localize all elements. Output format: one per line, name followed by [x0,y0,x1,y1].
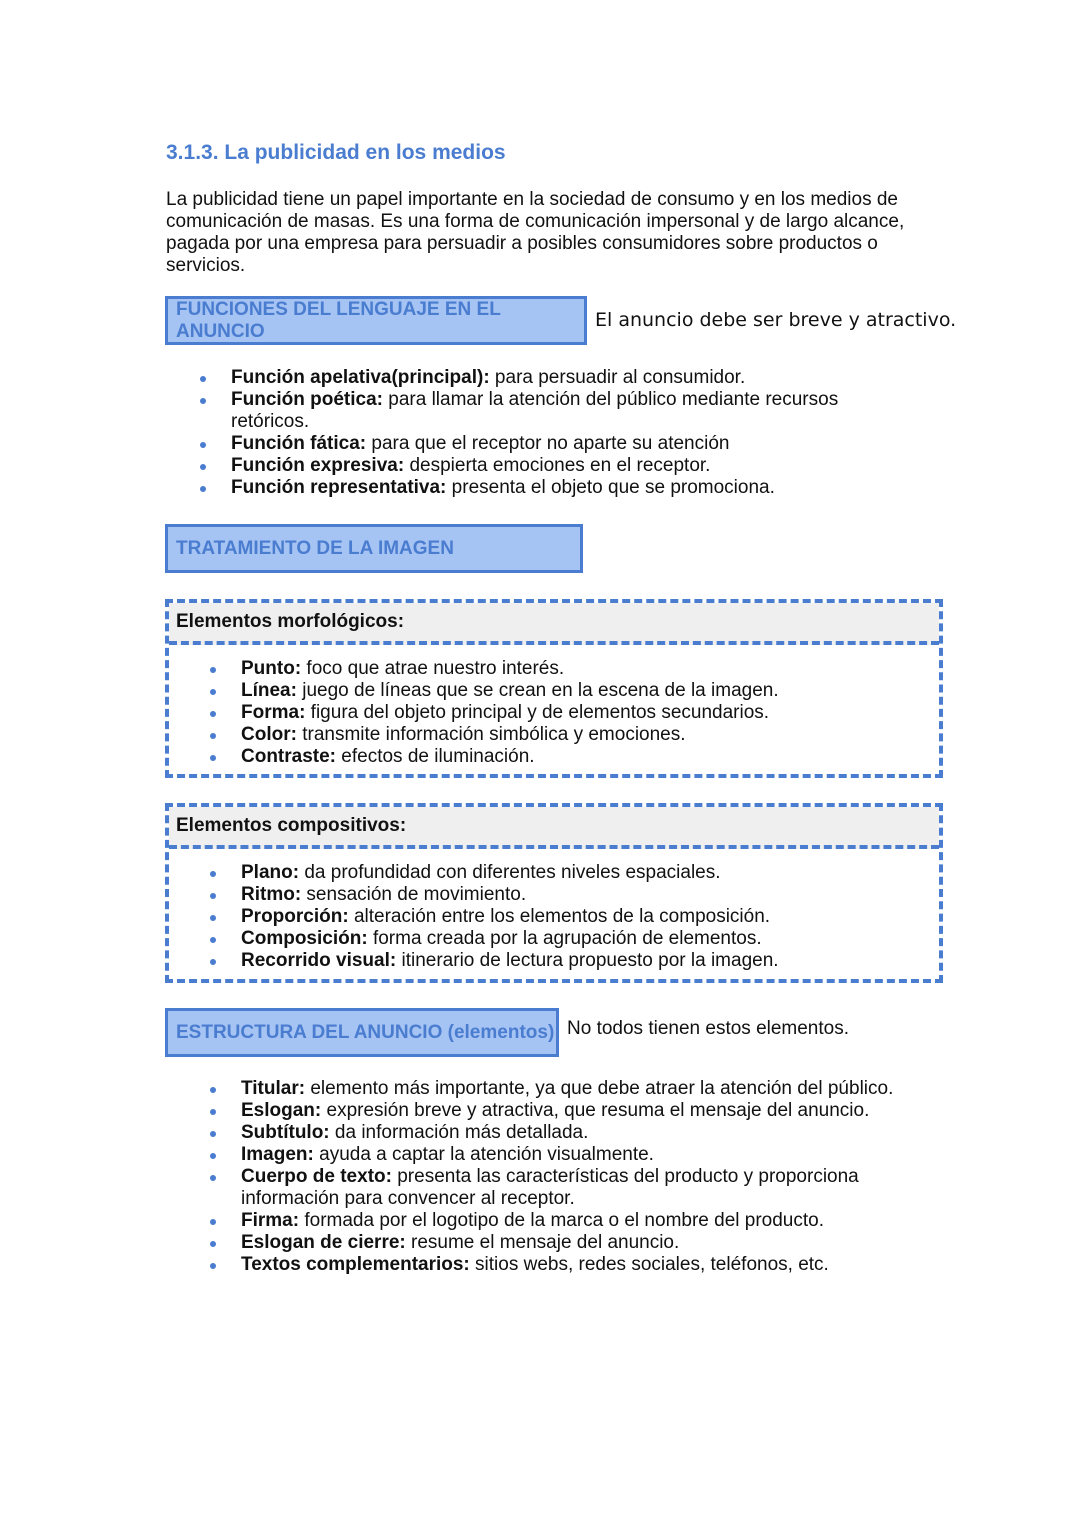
morfologicos-box [165,599,943,778]
estructura-heading: ESTRUCTURA DEL ANUNCIO (elementos) [176,1021,555,1043]
list-item: Titular: elemento más importante, ya que debe atraer la atención del público. [241,1078,931,1100]
compositivos-box [165,803,943,983]
funciones-heading-box [165,296,587,345]
bullet-icon [210,1153,216,1159]
list-item: Punto: foco que atrae nuestro interés. [241,658,931,680]
list-item: Plano: da profundidad con diferentes niveles espaciales. [241,862,931,884]
list-item: Línea: juego de líneas que se crean en la escena de la imagen. [241,680,931,702]
bullet-icon [210,893,216,899]
list-item: Función fática: para que el receptor no aparte su atención [231,433,911,455]
list-item: Función poética: para llamar la atención del público mediante recursos retóricos. [231,389,911,433]
bullet-icon [210,733,216,739]
list-item: Cuerpo de texto: presenta las características del producto y proporciona información para convencer al receptor. [241,1166,931,1210]
bullet-icon [210,1131,216,1137]
imagen-heading: TRATAMIENTO DE LA IMAGEN [176,537,454,559]
estructura-note: No todos tienen estos elementos. [567,1018,850,1039]
bullet-icon [210,915,216,921]
funciones-note: El anuncio debe ser breve y atractivo. [595,309,957,331]
list-item: Eslogan de cierre: resume el mensaje del anuncio. [241,1232,931,1254]
list-item: Función apelativa(principal): para persuadir al consumidor. [231,367,911,389]
compositivos-heading: Elementos compositivos: [169,807,939,849]
list-item: Subtítulo: da información más detallada. [241,1122,931,1144]
list-item: Contraste: efectos de iluminación. [241,746,931,768]
intro-paragraph: La publicidad tiene un papel importante en la sociedad de consumo y en los medios de comunicación de masas. Es una forma de comunicación impersonal y de largo alcance, pagada por una empresa para persuadir a posibles consumidores sobre productos o servicios. [166,189,905,276]
bullet-icon [200,442,206,448]
list-item: Textos complementarios: sitios webs, redes sociales, teléfonos, etc. [241,1254,931,1276]
page-title: 3.1.3. La publicidad en los medios [166,141,506,164]
bullet-icon [210,871,216,877]
bullet-icon [210,1241,216,1247]
bullet-icon [200,486,206,492]
list-item: Recorrido visual: itinerario de lectura propuesto por la imagen. [241,950,931,972]
funciones-heading: FUNCIONES DEL LENGUAJE EN EL ANUNCIO [176,298,501,342]
bullet-icon [200,398,206,404]
bullet-icon [210,1087,216,1093]
list-item: Color: transmite información simbólica y emociones. [241,724,931,746]
bullet-icon [210,1109,216,1115]
bullet-icon [210,755,216,761]
list-item: Imagen: ayuda a captar la atención visualmente. [241,1144,931,1166]
list-item: Composición: forma creada por la agrupación de elementos. [241,928,931,950]
list-item: Función representativa: presenta el objeto que se promociona. [231,477,911,499]
bullet-icon [210,959,216,965]
list-item: Ritmo: sensación de movimiento. [241,884,931,906]
estructura-list [241,1078,931,1276]
bullet-icon [210,667,216,673]
bullet-icon [210,1263,216,1269]
bullet-icon [210,689,216,695]
morfologicos-heading: Elementos morfológicos: [169,603,939,645]
bullet-icon [210,937,216,943]
estructura-heading-box [165,1008,559,1057]
list-item: Eslogan: expresión breve y atractiva, que resuma el mensaje del anuncio. [241,1100,931,1122]
funciones-list [231,367,911,499]
list-item: Proporción: alteración entre los elementos de la composición. [241,906,931,928]
bullet-icon [210,1175,216,1181]
bullet-icon [210,711,216,717]
bullet-icon [200,464,206,470]
bullet-icon [200,376,206,382]
list-item: Forma: figura del objeto principal y de elementos secundarios. [241,702,931,724]
list-item: Firma: formada por el logotipo de la marca o el nombre del producto. [241,1210,931,1232]
bullet-icon [210,1219,216,1225]
list-item: Función expresiva: despierta emociones en el receptor. [231,455,911,477]
compositivos-list [241,862,931,972]
imagen-heading-box [165,524,583,573]
morfologicos-list [241,658,931,768]
